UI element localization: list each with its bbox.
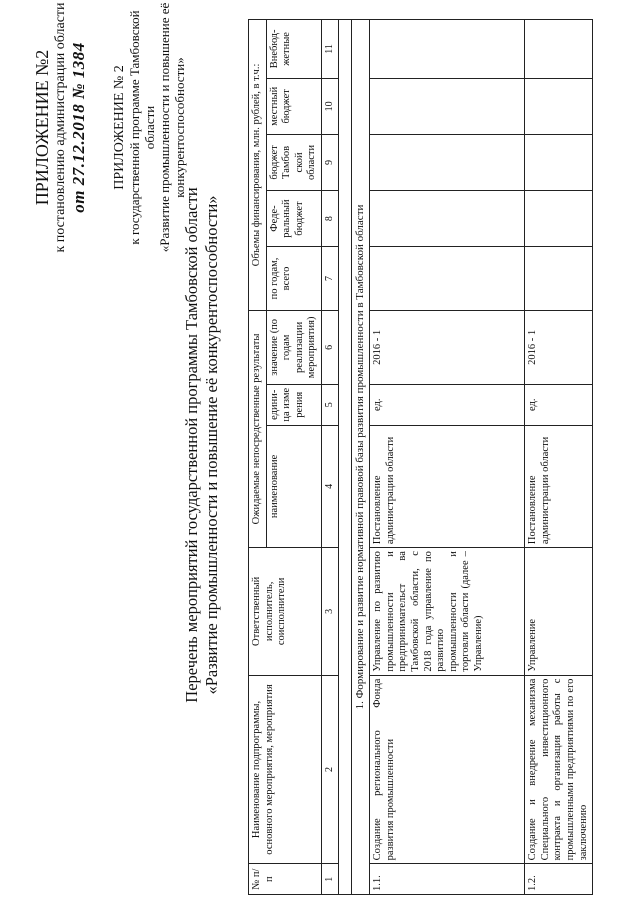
row-res-name: Постановление администрации области — [370, 425, 525, 547]
header-row-1 — [249, 20, 267, 895]
row-fin-extra — [525, 20, 593, 79]
row-fin-federal — [370, 191, 525, 247]
row-res-value: 2016 - 1 — [525, 310, 593, 384]
row-res-unit: ед. — [370, 384, 525, 425]
column-number: 8 — [321, 191, 338, 247]
annex2-line4: конкурентоспособности» — [171, 57, 187, 198]
table-row — [370, 20, 525, 895]
annex2-title: ПРИЛОЖЕНИЕ № 2 — [112, 65, 127, 190]
column-number: 9 — [321, 134, 338, 190]
row-fin-total — [525, 247, 593, 311]
annex2-header — [112, 0, 188, 255]
header-fin-local: местный бюджет — [266, 78, 321, 134]
column-number: 5 — [321, 384, 338, 425]
handwritten-date-number: от 27.12.2018 № 1384 — [68, 42, 88, 213]
column-number: 4 — [321, 425, 338, 547]
section-title: 1. Формирование и развитие нормативной правовой базы развития промышленности в Тамбовской области — [351, 20, 369, 895]
column-number: 3 — [321, 548, 338, 676]
row-executor: Управление — [525, 548, 593, 676]
spacer-row — [338, 20, 351, 895]
header-finance: Объемы финансирования, млн. рублей, в т.ч.: — [249, 20, 267, 311]
header-fin-total: по годам, всего — [266, 247, 321, 311]
annex-decree-line: к постановлению администрации области — [52, 2, 68, 253]
column-number: 7 — [321, 247, 338, 311]
row-fin-federal — [525, 191, 593, 247]
measures-table — [248, 19, 593, 895]
column-number: 11 — [321, 20, 338, 79]
row-fin-local — [370, 78, 525, 134]
row-fin-regional — [525, 134, 593, 190]
header-name: Наименование подпрограммы, основного мероприятия, мероприятия — [249, 675, 322, 864]
annex-title: ПРИЛОЖЕНИЕ №2 — [32, 49, 52, 206]
header-num: № п/п — [249, 864, 322, 895]
table-row — [525, 20, 593, 895]
row-fin-total — [370, 247, 525, 311]
header-res-unit: едини-ца изме рения — [266, 384, 321, 425]
row-res-value: 2016 - 1 — [370, 310, 525, 384]
row-res-name: Постановление администрации области — [525, 425, 593, 547]
header-res-value: значение (по годам реализации мероприятия) — [266, 310, 321, 384]
row-executor: Управление по развитию промышленности и предпринимательст ва Тамбовской области, с 2018 года управление по развитию промышленности и торговли области (далее – Управление) — [370, 548, 525, 676]
header-fin-regional: бюджет Тамбов ской области — [266, 134, 321, 190]
header-res-name: наименование — [266, 425, 321, 547]
header-results: Ожидаемые непосредственные результаты — [249, 310, 267, 547]
section-row — [351, 20, 369, 895]
spacer-cell — [338, 20, 351, 895]
header-fin-federal: Феде-ральный бюджет — [266, 191, 321, 247]
header-fin-extra: Внебюд-жетные — [266, 20, 321, 79]
document-title-line1: Перечень мероприятий государственной программы Тамбовской области — [182, 187, 201, 703]
row-fin-extra — [370, 20, 525, 79]
header-executor: Ответственный исполнитель, соисполнители — [249, 548, 322, 676]
row-num: 1.2. — [525, 864, 593, 895]
annex-header — [32, 0, 88, 255]
document-title — [182, 185, 222, 705]
row-fin-regional — [370, 134, 525, 190]
column-number: 6 — [321, 310, 338, 384]
row-num: 1.1. — [370, 864, 525, 895]
annex2-line2: к государственной программе Тамбовской области — [127, 10, 158, 245]
row-res-unit: ед. — [525, 384, 593, 425]
column-number: 10 — [321, 78, 338, 134]
row-name: Создание и внедрение механизма Специального инвестиционного контракта и организация работы с промышленными предприятиями по его заключению — [525, 675, 593, 864]
annex2-line3: «Развитие промышленности и повышение её — [156, 2, 172, 253]
document-title-line2: «Развитие промышленности и повышение её конкурентоспособности» — [201, 195, 221, 695]
row-name: Создание регионального Фонда развития промышленности — [370, 675, 525, 864]
row-fin-local — [525, 78, 593, 134]
column-number: 2 — [321, 675, 338, 864]
column-numbers-row — [321, 20, 338, 895]
column-number: 1 — [321, 864, 338, 895]
